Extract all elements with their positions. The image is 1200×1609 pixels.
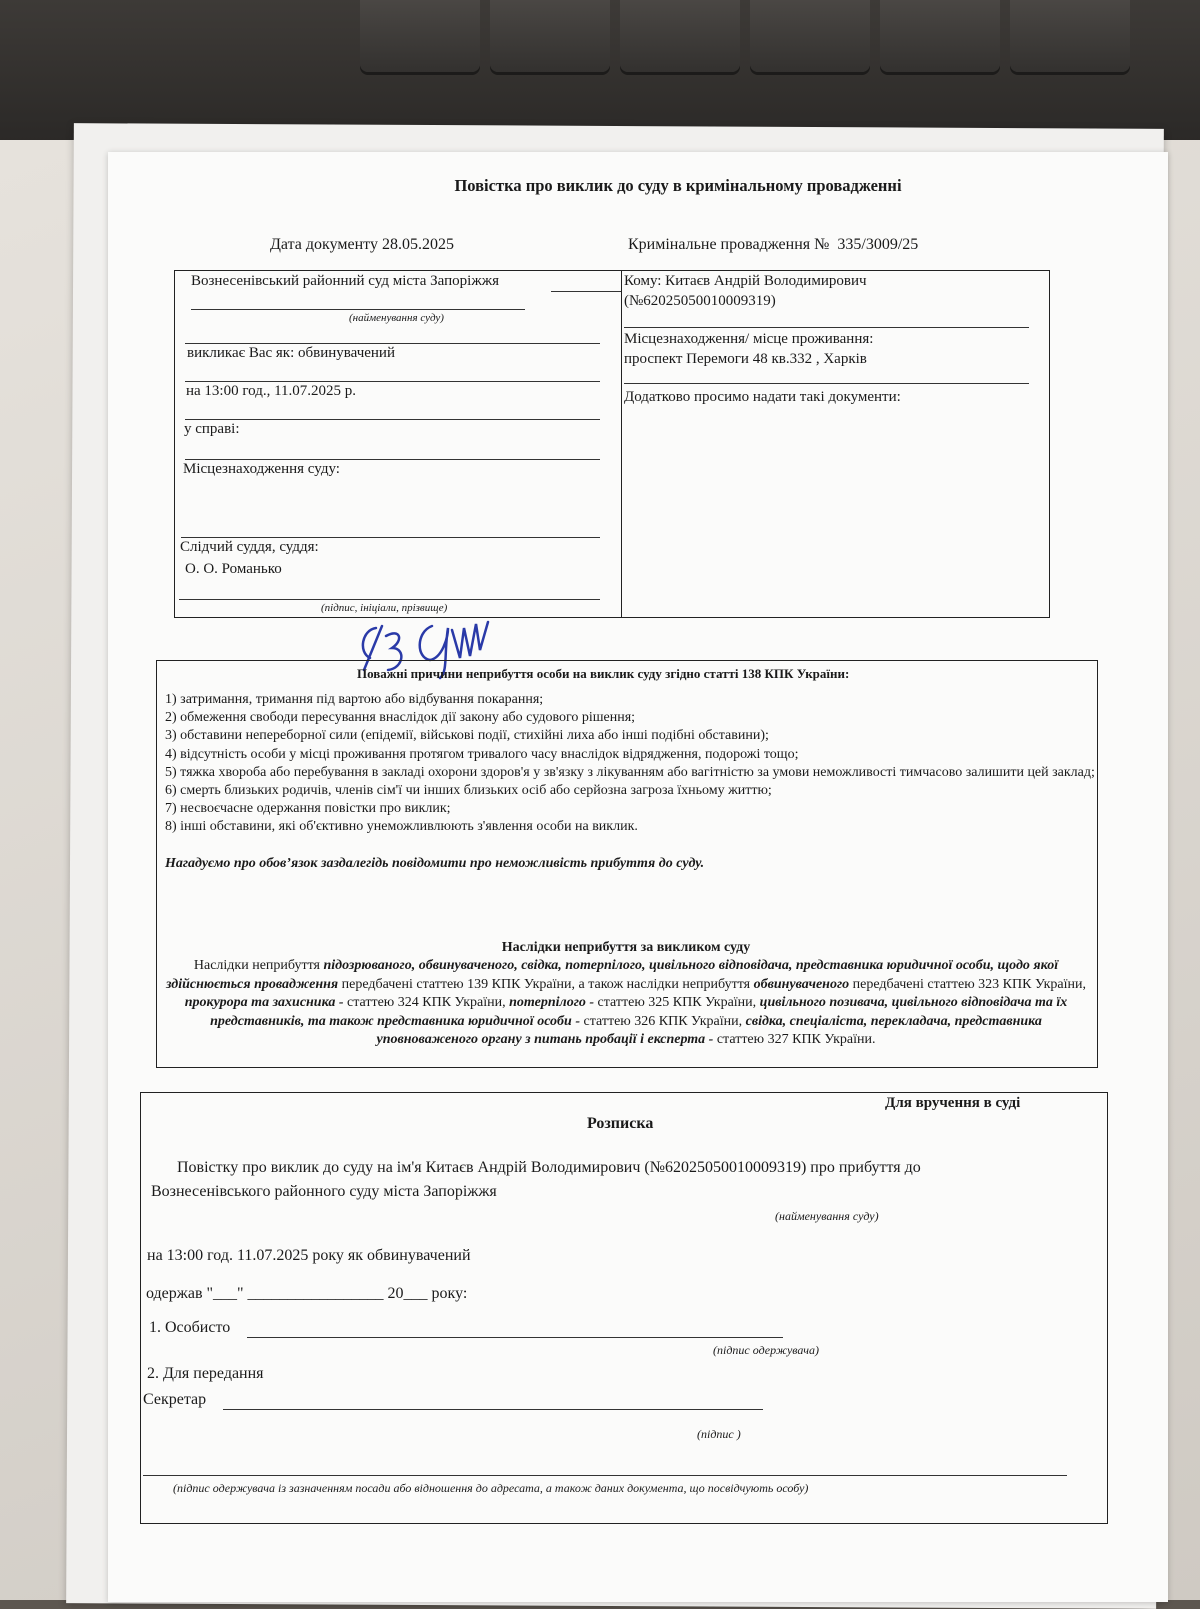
court-name: Вознесенівський районний суд міста Запоріжжя	[191, 273, 499, 289]
reason-item: 7) несвоєчасне одержання повістки про виклик;	[165, 801, 451, 817]
document-date: Дата документу 28.05.2025	[270, 236, 454, 253]
case-label: у справі:	[184, 421, 240, 437]
reason-item: 4) відсутність особи у місці проживання протягом тривалого часу внаслідок відрядження, подорожі тощо;	[165, 746, 799, 762]
consequences-section	[159, 939, 1093, 1049]
reason-item: 5) тяжка хвороба або перебування в закладі охорони здоров'я у зв'язку з лікуванням або вагітністю за умови неможливості тимчасово залишити цей заклад;	[165, 764, 1095, 780]
address-label: Місцезнаходження/ місце проживання:	[624, 331, 874, 347]
hearing-time: на 13:00 год., 11.07.2025 р.	[186, 383, 357, 399]
reasons-list	[165, 691, 1095, 873]
footer-caption: (підпис одержувача із зазначенням посади або відношення до адресата, а також даних документа, що посвідчують особу)	[173, 1481, 809, 1495]
secretary-label: Секретар	[143, 1391, 207, 1408]
reasons-heading: Поважні причини неприбуття особи на виклик суду згідно статті 138 КПК України:	[357, 666, 850, 681]
personal-label: 1. Особисто	[149, 1319, 231, 1336]
document-title: Повістка про виклик до суду в кримінальному провадженні	[454, 176, 902, 195]
receipt-line-2: Вознесенівського районного суду міста Запоріжжя	[151, 1183, 497, 1200]
recipient-name: Кому: Китаєв Андрій Володимирович	[624, 273, 867, 289]
consequences-heading: Наслідки неприбуття за викликом суду	[501, 940, 751, 955]
receipt-line-1: Повістку про виклик до суду на ім'я Китаєв Андрій Володимирович (№62025050010009319) про прибуття до	[177, 1159, 921, 1176]
court-location-label: Місцезнаходження суду:	[183, 461, 340, 477]
reason-item: 1) затримання, тримання під вартою або відбування покарання;	[165, 692, 544, 707]
case-number: Кримінальне провадження № 335/3009/25	[628, 236, 919, 253]
reasons-box	[156, 660, 1098, 1068]
reason-item: 8) інші обставини, які об'єктивно унеможливлюють з'явлення особи на виклик.	[165, 819, 638, 835]
summons-table	[174, 270, 1050, 618]
transfer-label: 2. Для передання	[147, 1365, 264, 1382]
receipt-box	[140, 1092, 1108, 1524]
keyboard-key	[360, 0, 480, 72]
receipt-corner-label: Для вручення в суді	[885, 1095, 1021, 1111]
keyboard-key	[620, 0, 740, 72]
receipt-court-caption: (найменування суду)	[775, 1209, 879, 1223]
address-value: проспект Перемоги 48 кв.332 , Харків	[624, 351, 867, 367]
received-line: одержав "___" _________________ 20___ року:	[146, 1285, 468, 1302]
reason-item: 6) смерть близьких родичів, членів сім'ї чи інших близьких осіб або серйозна загроза їхньому життю;	[165, 783, 772, 799]
keyboard-key	[880, 0, 1000, 72]
summons-role: викликає Вас як: обвинувачений	[187, 345, 395, 361]
judge-label: Слідчий суддя, суддя:	[180, 539, 319, 555]
keyboard-key	[750, 0, 870, 72]
recipient-sign-caption: (підпис одержувача)	[713, 1343, 819, 1357]
documents-label: Додатково просимо надати такі документи:	[624, 389, 901, 405]
judge-name: О. О. Романько	[185, 561, 282, 577]
reminder-text: Нагадуємо про обов’язок заздалегідь повідомити про неможливість прибуття до суду.	[165, 855, 705, 871]
receipt-time-line: на 13:00 год. 11.07.2025 року як обвинувачений	[147, 1247, 471, 1264]
receipt-heading: Розписка	[587, 1115, 654, 1132]
keyboard-key	[1010, 0, 1130, 72]
signature-caption: (підпис, ініціали, прізвище)	[321, 602, 448, 614]
summons-document	[108, 152, 1168, 1602]
reason-item: 3) обставини непереборної сили (епідемії, військові події, стихійні лиха або інші подібні обставини);	[165, 728, 769, 744]
court-caption: (найменування суду)	[349, 312, 444, 324]
recipient-id: (№62025050010009319)	[624, 293, 776, 309]
sign-caption: (підпис )	[697, 1427, 741, 1441]
reason-item: 2) обмеження свободи пересування внаслідок дії закону або судового рішення;	[165, 710, 636, 726]
keyboard-key	[490, 0, 610, 72]
consequences-text: Наслідки неприбуття підозрюваного, обвинуваченого, свідка, потерпілого, цивільного відповідача, представника юридичної особи, щодо якої здійснюється провадження передбачені статтею 139 КПК України, а також наслідки неприбуття обвинуваченого передбачені статтею 323 КПК України, прокурора та захисника - статтею 324 КПК України, потерпілого - статтею 325 КПК України, цивільного позивача, цивільного відповідача та їх представників, та також представника юридичної особи - статтею 326 КПК України, свідка, спеціаліста, перекладача, представника уповноваженого органу з питань пробації і експерта - статтею 327 КПК України.	[165, 958, 1087, 1048]
